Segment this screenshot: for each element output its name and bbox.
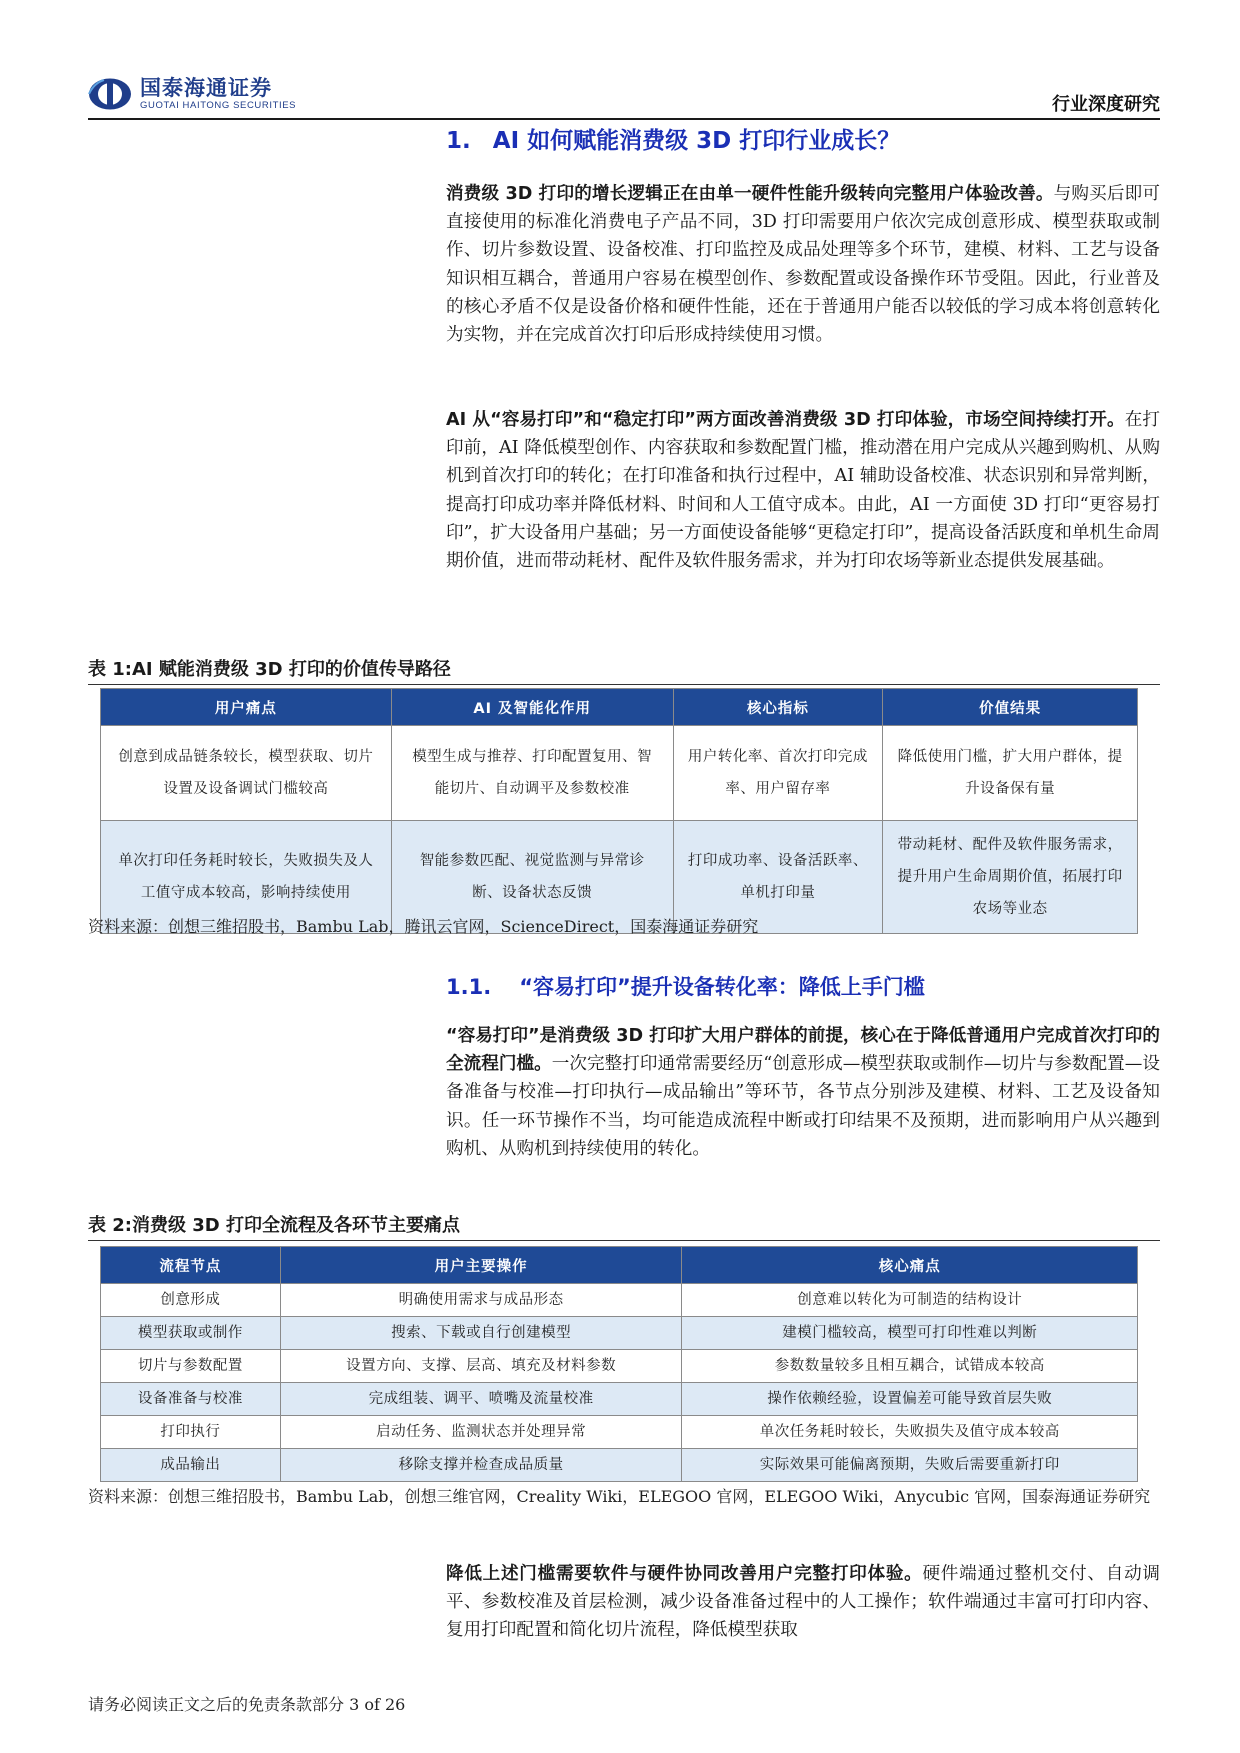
table-cell: 启动任务、监测状态并处理异常 xyxy=(280,1416,682,1449)
table-1-header-row xyxy=(101,689,1138,726)
table-cell: 模型获取或制作 xyxy=(101,1317,281,1350)
table-1-source: 资料来源：创想三维招股书，Bambu Lab，腾讯云官网，ScienceDirect，国泰海通证券研究 xyxy=(88,917,759,936)
table-cell: 单次任务耗时较长，失败损失及值守成本较高 xyxy=(682,1416,1138,1449)
paragraph-1 xyxy=(446,180,1160,349)
table-2 xyxy=(100,1246,1138,1482)
table-cell: 切片与参数配置 xyxy=(101,1350,281,1383)
table-cell: 智能参数匹配、视觉监测与异常诊断、设备状态反馈 xyxy=(391,821,673,934)
paragraph-2-lead: AI 从“容易打印”和“稳定打印”两方面改善消费级 3D 打印体验，市场空间持续打开。 xyxy=(446,410,1125,430)
paragraph-3-lead: “容易打印”是消费级 3D 打印扩大用户群体的前提，核心在于降低普通用户完成首次打印的全流程门槛。 xyxy=(446,1026,1160,1075)
paragraph-4 xyxy=(446,1560,1160,1645)
table-cell: 带动耗材、配件及软件服务需求，提升用户生命周期价值，拓展打印农场等业态 xyxy=(883,821,1138,934)
section-1-title: AI 如何赋能消费级 3D 打印行业成长？ xyxy=(492,128,901,154)
paragraph-2-body: 在打印前，AI 降低模型创作、内容获取和参数配置门槛，推动潜在用户完成从兴趣到购机、从购机到首次打印的转化；在打印准备和执行过程中，AI 辅助设备校准、状态识别和异常判断，提高打印成功率并降低材料、时间和人工值守成本。由此，AI 一方面使 3D 打印“更容易打印”，扩大设备用户基础；另一方面使设备能够“更稳定打印”，提高设备活跃度和单机生命周期价值，进而带动耗材、配件及软件服务需求，并为打印农场等新业态提供发展基础。 xyxy=(446,410,1160,572)
company-name-en: GUOTAI HAITONG SECURITIES xyxy=(140,100,297,111)
paragraph-1-lead: 消费级 3D 打印的增长逻辑正在由单一硬件性能升级转向完整用户体验改善。 xyxy=(446,184,1054,204)
paragraph-1-body: 与购买后即可直接使用的标准化消费电子产品不同，3D 打印需要用户依次完成创意形成、模型获取或制作、切片参数设置、设备校准、打印监控及成品处理等多个环节，建模、材料、工艺与设备知识相互耦合，普通用户容易在模型创作、参数配置或设备操作环节受阻。因此，行业普及的核心矛盾不仅是设备价格和硬件性能，还在于普通用户能否以较低的学习成本将创意转化为实物，并在完成首次打印后形成持续使用习惯。 xyxy=(446,184,1160,346)
report-type: 行业深度研究 xyxy=(1052,94,1160,115)
table-row xyxy=(101,1416,1138,1449)
table-1 xyxy=(100,688,1138,934)
table-cell: 设置方向、支撑、层高、填充及材料参数 xyxy=(280,1350,682,1383)
paragraph-3 xyxy=(446,1022,1160,1163)
table-row xyxy=(101,1449,1138,1482)
table-cell: 打印执行 xyxy=(101,1416,281,1449)
table-2-source: 资料来源：创想三维招股书，Bambu Lab，创想三维官网，Creality Wiki，ELEGOO 官网，ELEGOO Wiki，Anycubic 官网，国泰海通证券研究 xyxy=(88,1487,1151,1506)
section-1-1-number: 1.1. xyxy=(446,975,492,999)
table-row xyxy=(101,1284,1138,1317)
table-cell: 明确使用需求与成品形态 xyxy=(280,1284,682,1317)
paragraph-3-body: 一次完整打印通常需要经历“创意形成—模型获取或制作—切片与参数配置—设备准备与校准—打印执行—成品输出”等环节，各节点分别涉及建模、材料、工艺及设备知识。任一环节操作不当，均可能造成流程中断或打印结果不及预期，进而影响用户从兴趣到购机、从购机到持续使用的转化。 xyxy=(446,1054,1160,1159)
table-cell: 用户转化率、首次打印完成率、用户留存率 xyxy=(673,726,883,821)
table-1-header: 核心指标 xyxy=(673,689,883,726)
table-2-header: 流程节点 xyxy=(101,1247,281,1284)
table-2-header-row xyxy=(101,1247,1138,1284)
paragraph-4-lead: 降低上述门槛需要软件与硬件协同改善用户完整打印体验。 xyxy=(446,1564,923,1584)
section-1-1-heading xyxy=(446,970,1160,1004)
table-cell: 打印成功率、设备活跃率、单机打印量 xyxy=(673,821,883,934)
table-1-header: 价值结果 xyxy=(883,689,1138,726)
table-cell: 单次打印任务耗时较长，失败损失及人工值守成本较高，影响持续使用 xyxy=(101,821,392,934)
company-name-cn: 国泰海通证券 xyxy=(140,76,272,100)
company-logo xyxy=(88,76,296,112)
page-header xyxy=(88,72,1160,120)
table-cell: 模型生成与推荐、打印配置复用、智能切片、自动调平及参数校准 xyxy=(391,726,673,821)
header-divider xyxy=(88,118,1160,120)
paragraph-4-body: 硬件端通过整机交付、自动调平、参数校准及首层检测，减少设备准备过程中的人工操作；软件端通过丰富可打印内容、复用打印配置和简化切片流程，降低模型获取 xyxy=(446,1564,1160,1641)
table-cell: 操作依赖经验，设置偏差可能导致首层失败 xyxy=(682,1383,1138,1416)
company-logo-icon xyxy=(88,77,132,111)
table-2-title: 表 2:消费级 3D 打印全流程及各环节主要痛点 xyxy=(88,1212,1160,1241)
table-row xyxy=(101,726,1138,821)
table-cell: 参数数量较多且相互耦合，试错成本较高 xyxy=(682,1350,1138,1383)
table-cell: 成品输出 xyxy=(101,1449,281,1482)
table-cell: 完成组装、调平、喷嘴及流量校准 xyxy=(280,1383,682,1416)
table-2-header: 核心痛点 xyxy=(682,1247,1138,1284)
table-cell: 搜索、下载或自行创建模型 xyxy=(280,1317,682,1350)
table-row xyxy=(101,1350,1138,1383)
table-cell: 建模门槛较高，模型可打印性难以判断 xyxy=(682,1317,1138,1350)
table-cell: 设备准备与校准 xyxy=(101,1383,281,1416)
table-cell: 创意难以转化为可制造的结构设计 xyxy=(682,1284,1138,1317)
section-1-1-title: “容易打印”提升设备转化率：降低上手门槛 xyxy=(519,975,925,999)
table-1-title: 表 1:AI 赋能消费级 3D 打印的价值传导路径 xyxy=(88,656,1160,685)
table-cell: 降低使用门槛，扩大用户群体，提升设备保有量 xyxy=(883,726,1138,821)
table-cell: 移除支撑并检查成品质量 xyxy=(280,1449,682,1482)
table-row xyxy=(101,1383,1138,1416)
table-1-header: 用户痛点 xyxy=(101,689,392,726)
table-1-header: AI 及智能化作用 xyxy=(391,689,673,726)
table-cell: 创意到成品链条较长，模型获取、切片设置及设备调试门槛较高 xyxy=(101,726,392,821)
section-1-heading xyxy=(446,124,1160,158)
section-1-number: 1. xyxy=(446,128,471,154)
table-cell: 实际效果可能偏离预期，失败后需要重新打印 xyxy=(682,1449,1138,1482)
page-footer: 请务必阅读正文之后的免责条款部分 3 of 26 xyxy=(88,1695,406,1714)
table-2-header: 用户主要操作 xyxy=(280,1247,682,1284)
paragraph-2 xyxy=(446,406,1160,575)
table-row xyxy=(101,1317,1138,1350)
table-cell: 创意形成 xyxy=(101,1284,281,1317)
